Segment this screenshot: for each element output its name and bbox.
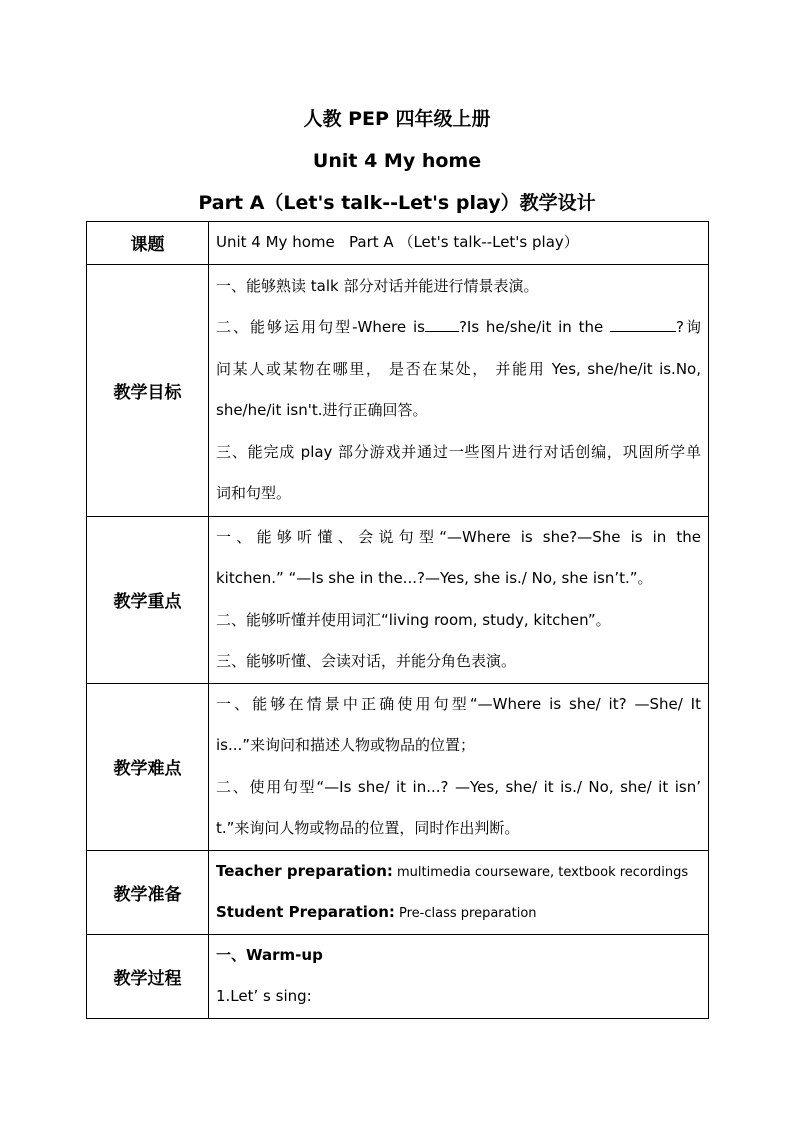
content-preparation <box>209 850 709 934</box>
content-topic <box>209 222 709 265</box>
objective-line: 词和句型。 <box>216 484 292 502</box>
key-point-line: 三、能够听懂、会读对话，并能分角色表演。 <box>216 652 517 670</box>
objective-line: 三、能完成 play 部分游戏并通过一些图片进行对话创编，巩固所学单 <box>216 442 701 461</box>
title-line-3: Part A（Let's talk--Let's play）教学设计 <box>198 192 596 214</box>
key-point-line: 二、能够听懂并使用词汇“living room, study, kitchen”。 <box>216 610 611 629</box>
difficulty-line: is...”来询问和描述人物或物品的位置； <box>216 736 476 754</box>
teacher-preparation-value: multimedia courseware, textbook recordings <box>392 864 689 880</box>
objective-line: she/he/it isn't.进行正确回答。 <box>216 401 428 419</box>
row-objectives <box>87 264 709 516</box>
row-difficulties <box>87 683 709 850</box>
fill-blank <box>425 316 459 332</box>
content-difficulties <box>209 683 709 850</box>
objective-line: 一、能够熟读 talk 部分对话并能进行情景表演。 <box>216 276 539 295</box>
row-key-points <box>87 516 709 683</box>
fill-blank <box>610 316 676 332</box>
label-preparation: 教学准备 <box>87 850 209 934</box>
row-process <box>87 934 709 1018</box>
objective-line-part: 二、能够运用句型-Where is <box>216 318 425 336</box>
difficulty-line: t.”来询问人物或物品的位置，同时作出判断。 <box>216 819 520 837</box>
topic-text: Unit 4 My home Part A （Let's talk--Let's play） <box>216 233 579 251</box>
content-process <box>209 934 709 1018</box>
content-key-points <box>209 516 709 683</box>
row-preparation <box>87 850 709 934</box>
label-topic: 课题 <box>87 222 209 265</box>
teacher-preparation <box>216 851 701 893</box>
difficulty-line: 二、使用句型“—Is she/ it in...? —Yes, she/ it is./ No, she/ it isn’ <box>216 777 701 796</box>
content-objectives <box>209 264 709 516</box>
label-process: 教学过程 <box>87 934 209 1018</box>
objective-line-part: ?Is he/she/it in the <box>458 318 604 336</box>
row-topic <box>87 222 709 265</box>
student-preparation <box>216 892 701 934</box>
key-point-line: kitchen.” “—Is she in the...?—Yes, she is./ No, she isn’t.”。 <box>216 569 653 587</box>
objective-line <box>216 307 701 349</box>
label-key-points: 教学重点 <box>87 516 209 683</box>
key-point-line: 一、能够听懂、会说句型“—Where is she?—She is in the <box>216 527 701 546</box>
process-line: 1.Let’ s sing: <box>216 987 312 1005</box>
document-titles <box>0 104 794 230</box>
objective-line: 问某人或某物在哪里， 是否在某处， 并能用 Yes, she/he/it is.No, <box>216 359 701 378</box>
teacher-preparation-label: Teacher preparation: <box>216 861 393 880</box>
title-line-2: Unit 4 My home <box>312 150 482 172</box>
label-objectives: 教学目标 <box>87 264 209 516</box>
student-preparation-label: Student Preparation: <box>216 903 395 921</box>
process-heading: 一、Warm-up <box>216 945 323 964</box>
lesson-plan-table <box>86 221 709 1019</box>
difficulty-line: 一、能够在情景中正确使用句型“—Where is she/ it? —She/ It <box>216 694 701 713</box>
objective-line-part: ?询 <box>676 318 701 336</box>
label-difficulties: 教学难点 <box>87 683 209 850</box>
student-preparation-value: Pre-class preparation <box>394 906 537 921</box>
title-line-1: 人教 PEP 四年级上册 <box>303 108 491 130</box>
